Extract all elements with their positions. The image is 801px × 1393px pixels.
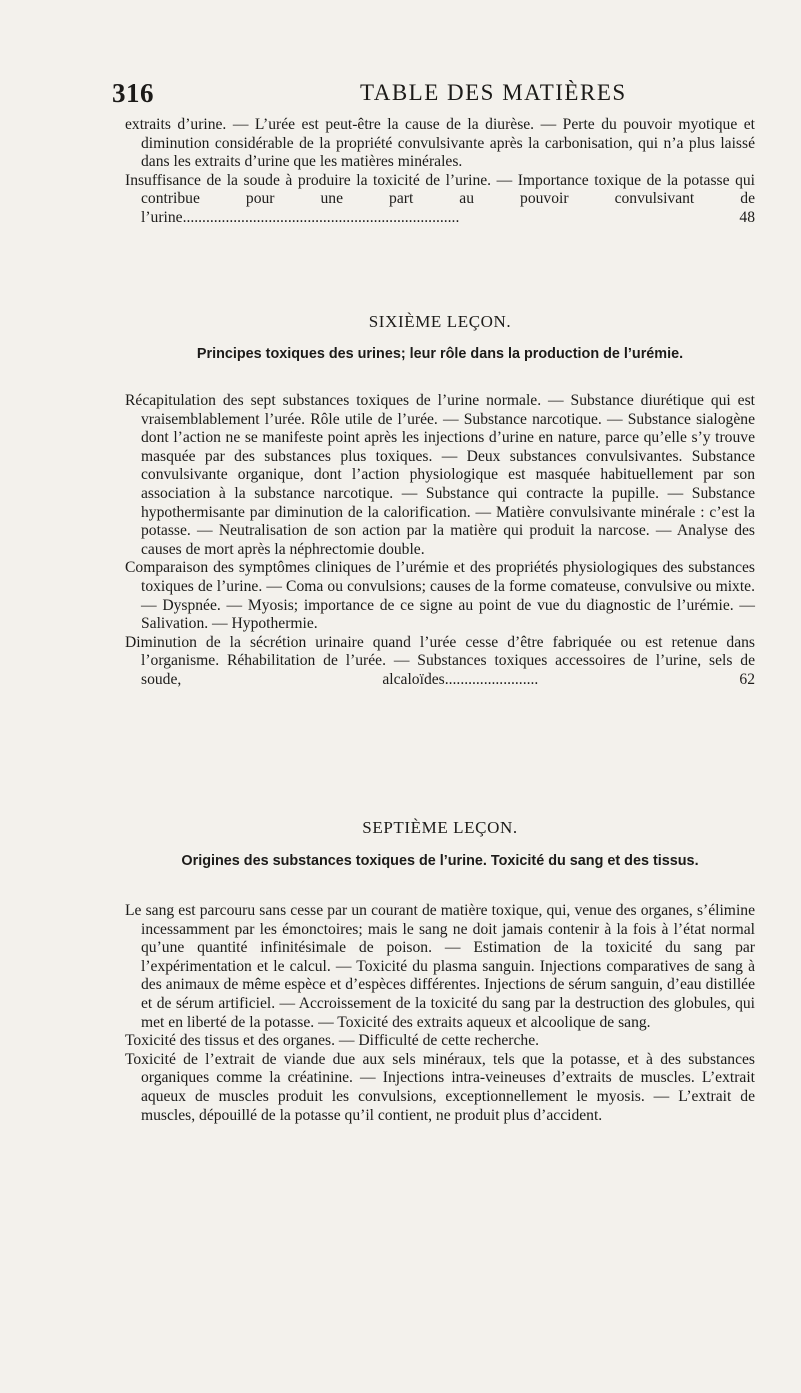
intro-paragraph-1: extraits d’urine. — L’urée est peut-être la cause de la diurèse. — Perte du pouvoir myotique et diminution considérable de la propriété convulsivante après la carbonisation, qui n’a plus laissé dans les extraits d’urine que les matières minérales. — [125, 116, 755, 171]
lecon-7-paragraph-2: Toxicité des tissus et des organes. — Difficulté de cette recherche. — [125, 1032, 540, 1050]
lecon-7-section — [125, 902, 755, 1125]
lecon-7-subtitle: Origines des substances toxiques de l’urine. Toxicité du sang et des tissus. — [181, 853, 699, 869]
page-reference: 48 — [739, 208, 755, 226]
lecon-6-paragraph-3-text: Diminution de la sécrétion urinaire quand l’urée cesse d’être fabriquée ou est retenue dans l’organisme. Réhabilitation de l’urée. — Substances toxiques accessoires de l’urine, sels de soude, alcaloïdes........................ — [125, 633, 755, 688]
page-number: 316 — [112, 78, 154, 108]
intro-paragraph-2-text: Insuffisance de la soude à produire la toxicité de l’urine. — Importance toxique de la potasse qui contribue pour une part au pouvoir convulsivant de l’urine....................................................................... — [125, 171, 755, 226]
intro-section — [125, 116, 755, 228]
lecon-6-paragraph-3 — [125, 634, 755, 690]
lecon-6-title: SIXIÈME LEÇON. — [368, 312, 512, 331]
lecon-6-section — [125, 392, 755, 690]
lecon-6-subtitle: Principes toxiques des urines; leur rôle dans la production de l’urémie. — [196, 346, 684, 362]
lecon-6-paragraph-1: Récapitulation des sept substances toxiques de l’urine normale. — Substance diurétique qui est vraisemblablement l’urée. Rôle utile de l’urée. — Substance narcotique. — Substance sialogène dont l’action ne se manifeste point après les injections d’urine en nature, parce qu’elle s’y trouve masquée par des substances plus toxiques. — Deux substances convulsivantes. Substance convulsivante organique, dont l’action physiologique est masquée habituellement par son association à la substance narcotique. — Substance qui contracte la pupille. — Substance hypothermisante par diminution de la calorification. — Matière convulsivante minérale : c’est la potasse. — Neutralisation de son action par la matière qui produit la narcose. — Analyse des causes de mort après la néphrectomie double. — [125, 392, 755, 558]
lecon-7-paragraph-1: Le sang est parcouru sans cesse par un courant de matière toxique, qui, venue des organes, s’élimine incessamment par les émonctoires; mais le sang ne doit jamais contenir à la fois à l’état normal qu’une quantité infinitésimale de poison. — Estimation de la toxicité du sang par l’expérimentation et le calcul. — Toxicité du plasma sanguin. Injections comparatives de sang à des animaux de même espèce et d’espèces différentes. Injections de sérum sanguin, d’eau distillée et de sérum artificiel. — Accroissement de la toxicité du sang par la destruction des globules, qui met en liberté de la potasse. — Toxicité des extraits aqueux et alcoolique de sang. — [125, 902, 755, 1031]
page-header — [112, 78, 752, 118]
running-title: TABLE DES MATIÈRES — [360, 80, 627, 105]
page-reference: 62 — [739, 670, 755, 688]
lecon-6-paragraph-2: Comparaison des symptômes cliniques de l’urémie et des propriétés physiologiques des substances toxiques de l’urine. — Coma ou convulsions; causes de la forme comateuse, convulsive ou mixte. — Dyspnée. — Myosis; importance de ce signe au point de vue du diagnostic de l’urémie. — Salivation. — Hypothermie. — [125, 559, 755, 633]
lecon-7-paragraph-3: Toxicité de l’extrait de viande due aux sels minéraux, tels que la potasse, et à des substances organiques comme la créatinine. — Injections intra-veineuses d’extraits de muscles. L’extrait aqueux de muscles produit les convulsions, exceptionnellement le myosis. — L’extrait de muscles, dépouillé de la potasse qu’il contient, ne produit plus d’accident. — [125, 1050, 755, 1124]
lecon-7-title: SEPTIÈME LEÇON. — [362, 818, 518, 837]
intro-paragraph-2 — [125, 172, 755, 228]
